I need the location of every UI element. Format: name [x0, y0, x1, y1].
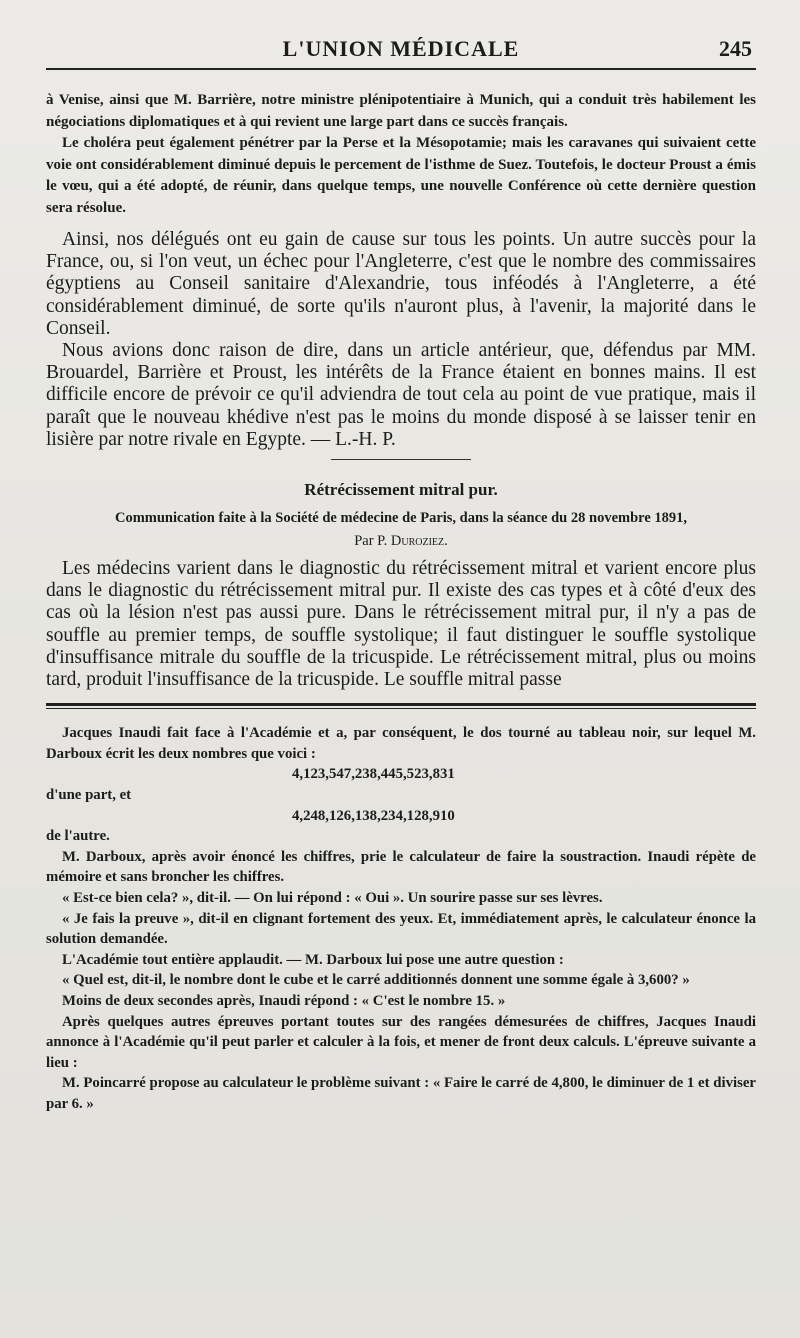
feuilleton-paragraph: Après quelques autres épreuves portant toutes sur des rangées démesurées de chiffres, Jacques Inaudi annonce à l'Académie qu'il peut parler et calculer à la fois, et mener de front deux calculs. L'épreuve suivante a lieu :	[46, 1013, 756, 1071]
feuilleton-paragraph: M. Darboux, après avoir énoncé les chiffres, prie le calculateur de faire la soustraction. Inaudi répète de mémoire et sans broncher les chiffres.	[46, 848, 756, 886]
feuilleton-paragraph: « Est-ce bien cela? », dit-il. — On lui répond : « Oui ». Un sourire passe sur ses lèvres.	[62, 890, 603, 906]
article	[46, 480, 756, 691]
paragraph-cholera: Le choléra peut également pénétrer par la Perse et la Mésopotamie; mais les caravanes qui suivaient cette voie ont considérablement diminué depuis le percement de l'isthme de Suez. Toutefois, le docteur Proust a émis le vœu, qui a été adopté, de réunir, dans quelque temps, une nouvelle Conférence où cette dernière question sera résolue.	[46, 135, 756, 216]
page-number: 245	[719, 36, 752, 61]
feuilleton-paragraph: Moins de deux secondes après, Inaudi répond : « C'est le nombre 15. »	[62, 992, 506, 1009]
paragraph-venise: à Venise, ainsi que M. Barrière, notre ministre plénipotentiaire à Munich, qui a conduit très habilement les négociations diplomatiques et à qui revient une large part dans ce succès français.	[46, 92, 756, 130]
author-prefix: Par P.	[354, 533, 391, 550]
header-rule	[46, 68, 756, 70]
author-name: Duroziez.	[390, 533, 448, 550]
feuilleton-rule	[46, 703, 756, 709]
number-second: 4,248,126,138,234,128,910	[292, 807, 455, 824]
paragraph-delegues: Ainsi, nos délégués ont eu gain de cause sur tous les points. Un autre succès pour la France, ou, si l'on veut, un échec pour l'Angleterre, c'est que le nombre des commissaires égyptiens au Conseil sanitaire d'Alexandrie, tous inféodés à l'Angleterre, a été considérablement diminué, de sorte qu'ils n'auront plus, à l'avenir, la majorité dans le Conseil.	[46, 229, 756, 339]
label-second: de l'autre.	[46, 828, 110, 845]
label-first: d'une part, et	[46, 787, 132, 804]
number-first: 4,123,547,238,445,523,831	[292, 766, 455, 783]
feuilleton-intro: Jacques Inaudi fait face à l'Académie et a, par conséquent, le dos tourné au tableau noir, sur lequel M. Darboux écrit les deux nombres que voici :	[46, 725, 756, 762]
article-body: Les médecins varient dans le diagnostic du rétrécissement mitral et varient encore plus dans le diagnostic du rétrécissement mitral pur. Il existe des cas types et à côté d'eux des cas où la lésion n'est pas aussi pure. Dans le rétrécissement mitral pur, il n'y a pas de souffle au premier temps, de souffle systolique; il faut distinguer le souffle systolique d'insuffisance mitrale du souffle de la tricuspide. Le rétrécissement mitral, plus ou moins tard, produit l'insuffisance de la tricuspide. Le souffle mitral passe	[46, 558, 756, 691]
editorial-section	[46, 229, 756, 451]
article-communication: Communication faite à la Société de médecine de Paris, dans la séance du 28 novembre 1891,	[114, 510, 688, 527]
article-title: Rétrécissement mitral pur.	[304, 480, 498, 500]
page-header	[46, 0, 756, 72]
feuilleton-paragraph: M. Poincarré propose au calculateur le problème suivant : « Faire le carré de 4,800, le diminuer de 1 et diviser par 6. »	[46, 1075, 756, 1112]
top-section	[46, 90, 756, 219]
article-author	[46, 533, 756, 550]
section-divider	[331, 459, 471, 460]
feuilleton	[46, 723, 756, 1114]
feuilleton-paragraph: « Je fais la preuve », dit-il en clignant fortement des yeux. Et, immédiatement après, le calculateur énonce la solution demandée.	[46, 910, 756, 948]
feuilleton-paragraph: « Quel est, dit-il, le nombre dont le cube et le carré additionnés donnent une somme égale à 3,600? »	[62, 972, 690, 989]
feuilleton-paragraph: L'Académie tout entière applaudit. — M. Darboux lui pose une autre question :	[62, 951, 564, 968]
paragraph-conclusion: Nous avions donc raison de dire, dans un article antérieur, que, défendus par MM. Brouardel, Barrière et Proust, les intérêts de la France étaient en bonnes mains. Il est difficile encore de prévoir ce qu'il adviendra de tout cela au point de vue pratique, mais il paraît que le nouveau khédive n'est pas le moins du monde disposé à se laisser tenir en lisière par notre rivale en Egypte. — L.-H. P.	[46, 340, 756, 450]
running-title: L'UNION MÉDICALE	[282, 36, 520, 61]
